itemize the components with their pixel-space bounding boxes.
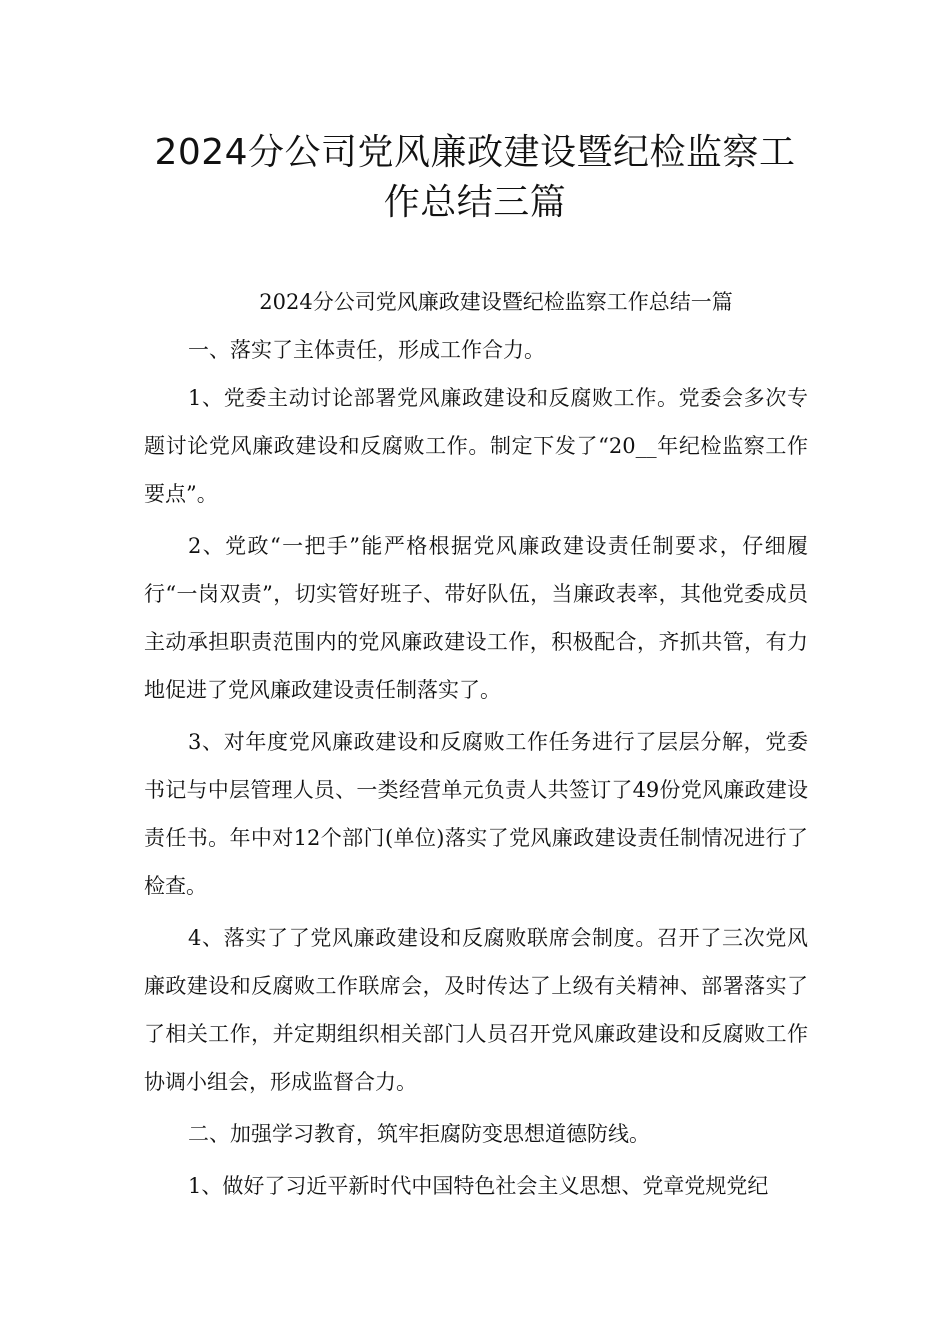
document-body (144, 278, 808, 1210)
paragraph-4: 4、落实了了党风廉政建设和反腐败联席会制度。召开了三次党风廉政建设和反腐败工作联席会，及时传达了上级有关精神、部署落实了了相关工作，并定期组织相关部门人员召开党风廉政建设和反腐败工作协调小组会，形成监督合力。 (144, 926, 808, 1094)
title-line-1: 2024分公司党风廉政建设暨纪检监察工 (154, 132, 796, 173)
title-line-2: 作总结三篇 (383, 182, 567, 223)
paragraph-2: 2、党政“一把手”能严格根据党风廉政建设责任制要求，仔细履行“一岗双责”，切实管好班子、带好队伍，当廉政表率，其他党委成员主动承担职责范围内的党风廉政建设工作，积极配合，齐抓共管，有力地促进了党风廉政建设责任制落实了。 (144, 534, 808, 702)
document-title (120, 128, 830, 228)
section-subtitle: 2024分公司党风廉政建设暨纪检监察工作总结一篇 (259, 290, 733, 314)
paragraph-1: 1、党委主动讨论部署党风廉政建设和反腐败工作。党委会多次专题讨论党风廉政建设和反腐败工作。制定下发了“20__年纪检监察工作要点”。 (144, 386, 808, 506)
heading-two: 二、加强学习教育，筑牢拒腐防变思想道德防线。 (188, 1122, 650, 1146)
paragraph-3: 3、对年度党风廉政建设和反腐败工作任务进行了层层分解，党委书记与中层管理人员、一类经营单元负责人共签订了49份党风廉政建设责任书。年中对12个部门(单位)落实了党风廉政建设责任制情况进行了检查。 (144, 730, 808, 898)
heading-one: 一、落实了主体责任，形成工作合力。 (188, 338, 545, 362)
paragraph-5: 1、做好了习近平新时代中国特色社会主义思想、党章党规党纪 (188, 1174, 769, 1198)
